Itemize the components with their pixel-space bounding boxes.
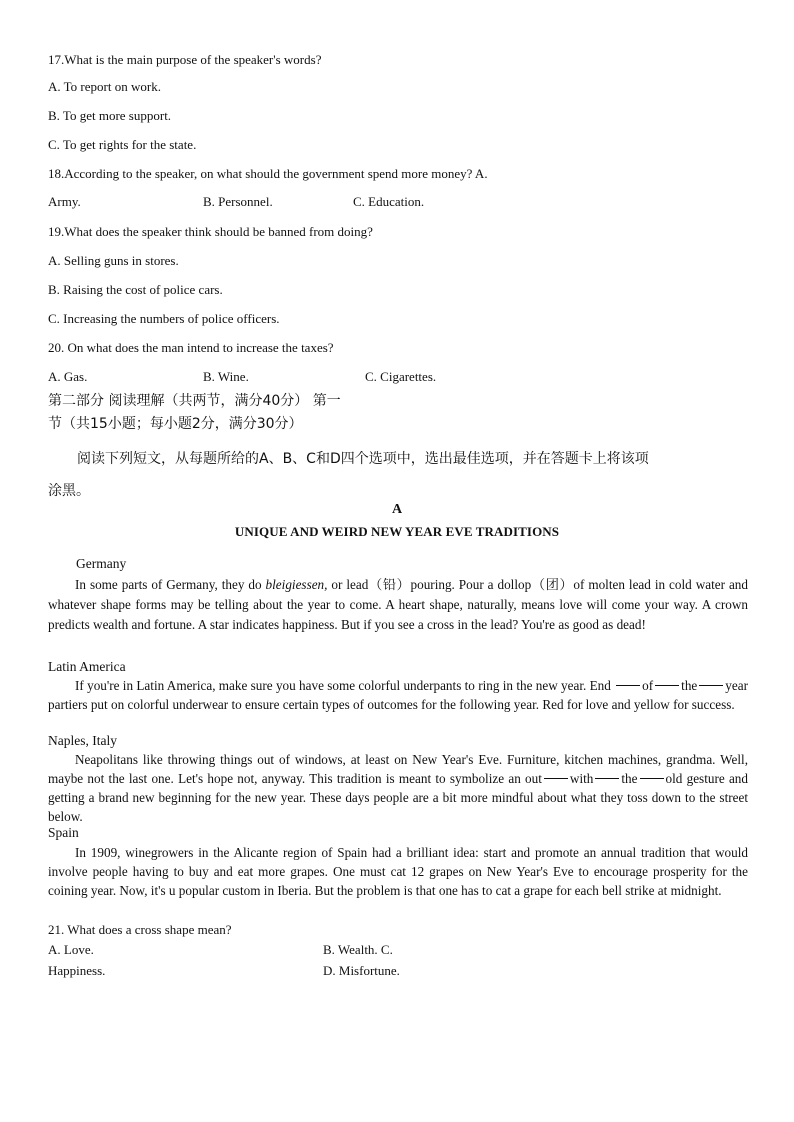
dash-line [655,685,679,686]
question-18-stem: 18.According to the speaker, on what should the government spend more money? A. [48,166,488,181]
paragraph-spain: In 1909, winegrowers in the Alicante region of Spain had a brilliant idea: start and promote an annual tradition that would involve people having to buy and eat more grapes. One must cat 12 grapes on New Year's Eve to encourage prosperity for the coining year. Now, it's u popular custom in Iberia. But the problem is that one has to cat a grape for each bell strike at midnight. [48,845,748,898]
part-two-heading-line2: 节（共15小题；每小题2分，满分30分） [48,416,303,432]
question-17-stem: 17.What is the main purpose of the speaker's words? [48,52,322,67]
question-17-option-c: C. To get rights for the state. [48,137,197,152]
paragraph-naples [48,750,748,826]
dash-line [544,778,568,779]
question-18-option-c: C. Education. [353,194,425,209]
question-19-option-c: C. Increasing the numbers of police officers. [48,311,280,326]
question-19-stem: 19.What does the speaker think should be banned from doing? [48,224,373,239]
latin-text-1: If you're in Latin America, make sure you have some colorful underpants to ring in the new year. End [75,678,611,693]
dash-line [616,685,640,686]
instruction-line2: 涂黑。 [48,483,90,499]
latin-text-2: of [642,678,654,693]
germany-text-1: In some parts of Germany, they do [75,577,266,592]
question-20-stem: 20. On what does the man intend to increase the taxes? [48,340,334,355]
paragraph-latin-america [48,676,748,714]
latin-text-3: the [681,678,698,693]
question-18-option-b: B. Personnel. [203,194,273,209]
question-19-option-b: B. Raising the cost of police cars. [48,282,223,297]
latin-text-4: year partiers put on colorful underwear to ensure certain types of outcomes for the following year. Red for love and yellow for success. [48,678,748,712]
question-21-option-c: Happiness. [48,963,106,978]
section-heading-naples: Naples, Italy [48,733,117,748]
passage-title: UNIQUE AND WEIRD NEW YEAR EVE TRADITIONS [234,524,560,539]
question-19-option-a: A. Selling guns in stores. [48,253,179,268]
section-heading-latin-america: Latin America [48,659,126,674]
question-21-option-b: B. Wealth. C. [323,942,393,957]
dash-line [640,778,664,779]
germany-italic-term: bleigiessen, [265,577,328,592]
dash-line [595,778,619,779]
section-heading-spain: Spain [48,825,79,840]
naples-text-1: Neapolitans like throwing things out of windows, at least on New Year's Eve. Furniture, kitchen machines, grandma. Well, maybe not the last one. Let's hope not, anyway. This tradition is meant to symbolize an out [48,752,748,786]
question-17-option-a: A. To report on work. [48,79,161,94]
naples-text-2: with [569,771,594,786]
question-20-option-a: A. Gas. [48,369,88,384]
instruction-line1: 阅读下列短文，从每题所给的A、B、C和D四个选项中，选出最佳选项，并在答题卡上将该项 [77,451,649,467]
question-21-option-a: A. Love. [48,942,94,957]
question-20-option-b: B. Wine. [203,369,249,384]
passage-letter: A [391,502,403,517]
question-21-option-d: D. Misfortune. [323,963,400,978]
section-heading-germany: Germany [76,556,127,571]
naples-text-3: the [621,771,638,786]
paragraph-germany [48,575,748,635]
germany-text-2: or lead（铅）pouring. Pour a dollop（团）of molten lead in cold water and whatever shape forms may be telling about the year to come. A heart shape, naturally, means love will come your way. A crown predicts wealth and fortune. A star indicates happiness. But if you see a cross in the lead? You're as good as dead! [48,577,748,632]
part-two-heading-line1: 第二部分 阅读理解（共两节，满分40分） 第一 [48,393,341,409]
question-21-stem: 21. What does a cross shape mean? [48,922,232,937]
question-17-option-b: B. To get more support. [48,108,172,123]
question-20-option-c: C. Cigarettes. [365,369,437,384]
dash-line [699,685,723,686]
naples-text-4: old gesture and getting a brand new beginning for the new year. These days people are a bit more mindful about what they toss down to the street below. [48,771,748,824]
question-18-option-a: Army. [48,194,81,209]
